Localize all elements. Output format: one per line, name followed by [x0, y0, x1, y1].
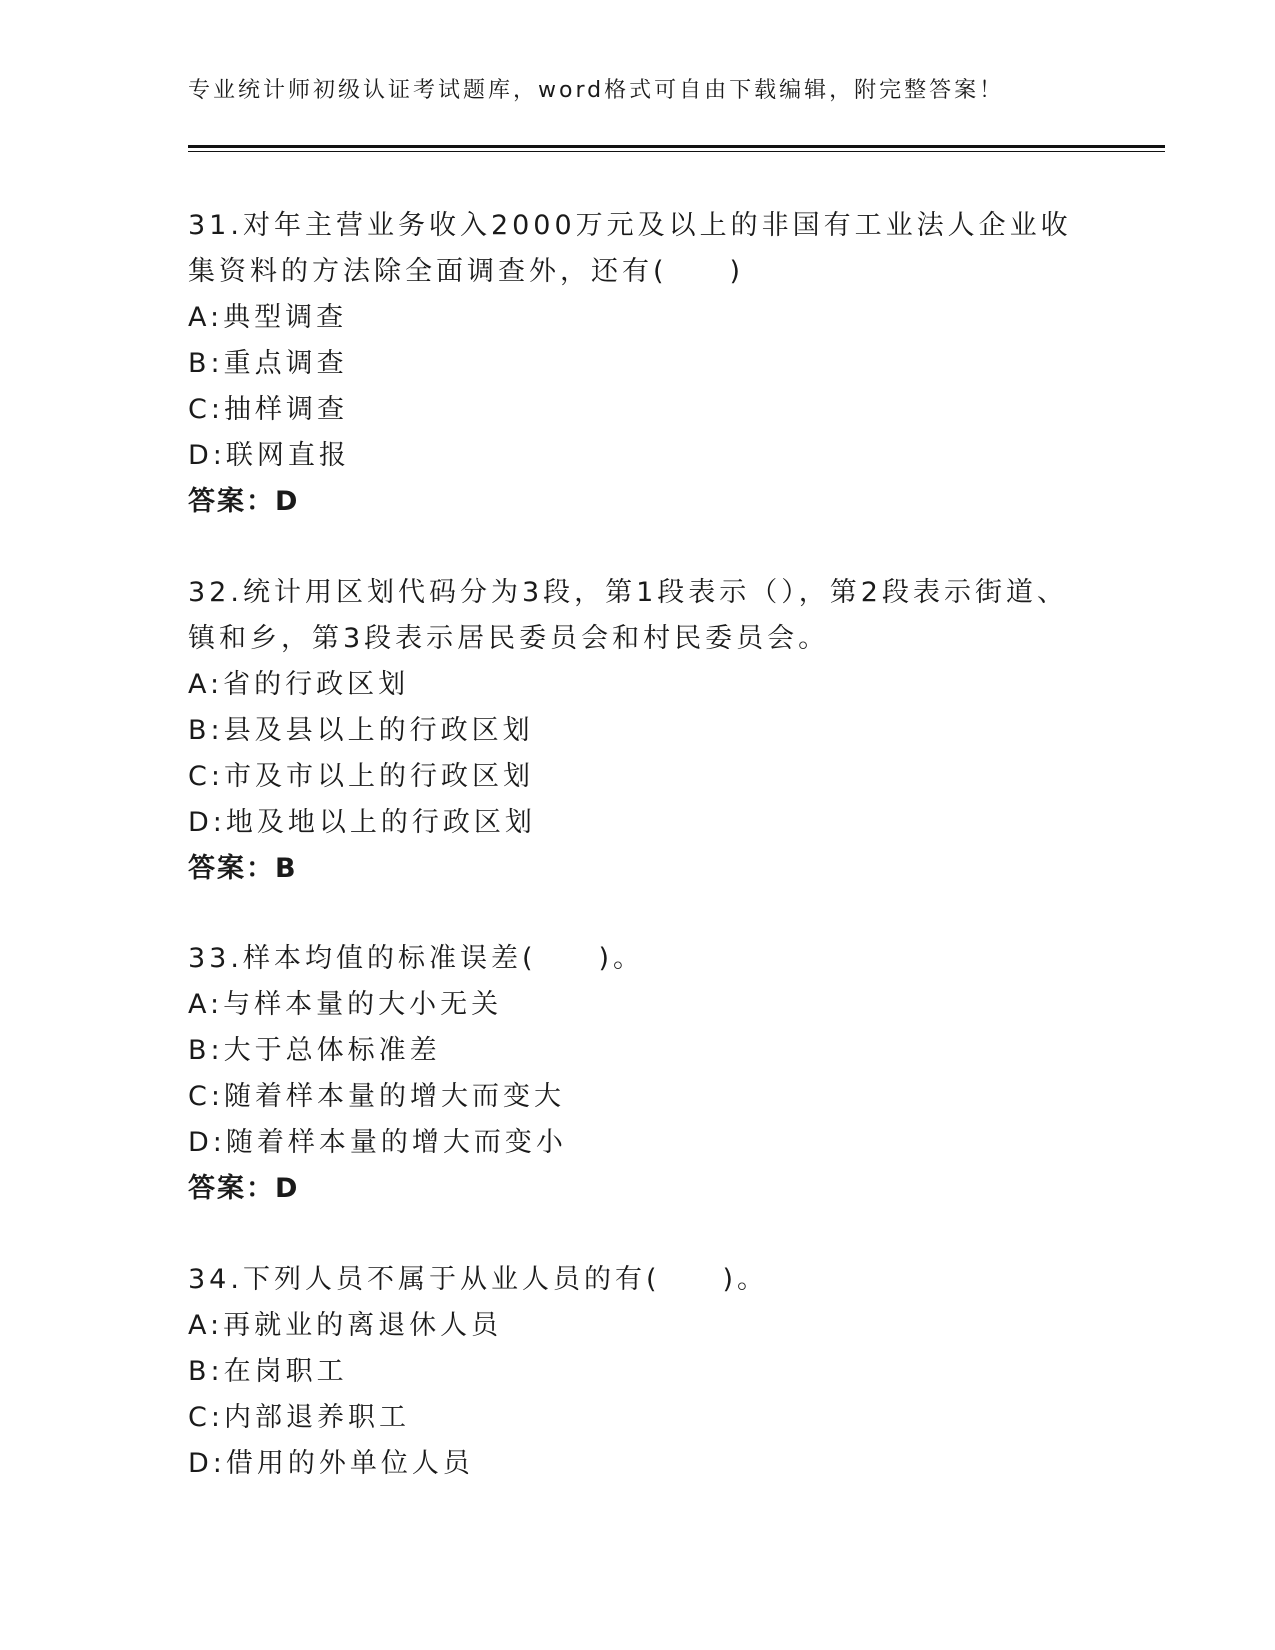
question-stem: 31.对年主营业务收入2000万元及以上的非国有工业法人企业收集资料的方法除全面调查外，还有( )	[188, 210, 1072, 287]
question-32	[188, 570, 1088, 892]
option-d: D:借用的外单位人员	[188, 1448, 474, 1479]
option-a: A:再就业的离退休人员	[188, 1310, 503, 1341]
option-b: B:重点调查	[188, 348, 348, 379]
option-b: B:大于总体标准差	[188, 1035, 441, 1066]
option-b: B:县及县以上的行政区划	[188, 715, 534, 746]
header-divider-thin	[188, 151, 1165, 152]
question-33	[188, 936, 1088, 1212]
option-a: A:与样本量的大小无关	[188, 989, 503, 1020]
question-stem: 33.样本均值的标准误差( )。	[188, 943, 645, 974]
document-header: 专业统计师初级认证考试题库，word格式可自由下载编辑，附完整答案！	[188, 78, 1005, 103]
answer-line: 答案：D	[188, 486, 300, 517]
option-d: D:地及地以上的行政区划	[188, 807, 536, 838]
option-c: C:随着样本量的增大而变大	[188, 1081, 565, 1112]
option-d: D:随着样本量的增大而变小	[188, 1127, 567, 1158]
option-c: C:市及市以上的行政区划	[188, 761, 534, 792]
question-34	[188, 1257, 1088, 1487]
question-stem: 32.统计用区划代码分为3段，第1段表示（），第2段表示街道、镇和乡，第3段表示居民委员会和村民委员会。	[188, 577, 1068, 654]
header-divider-thick	[188, 145, 1165, 148]
option-d: D:联网直报	[188, 440, 350, 471]
option-c: C:内部退养职工	[188, 1402, 410, 1433]
question-stem: 34.下列人员不属于从业人员的有( )。	[188, 1264, 769, 1295]
option-a: A:省的行政区划	[188, 669, 410, 700]
option-b: B:在岗职工	[188, 1356, 348, 1387]
option-a: A:典型调查	[188, 302, 348, 333]
answer-line: 答案：B	[188, 853, 298, 884]
answer-line: 答案：D	[188, 1173, 300, 1204]
option-c: C:抽样调查	[188, 394, 348, 425]
question-31	[188, 203, 1088, 525]
